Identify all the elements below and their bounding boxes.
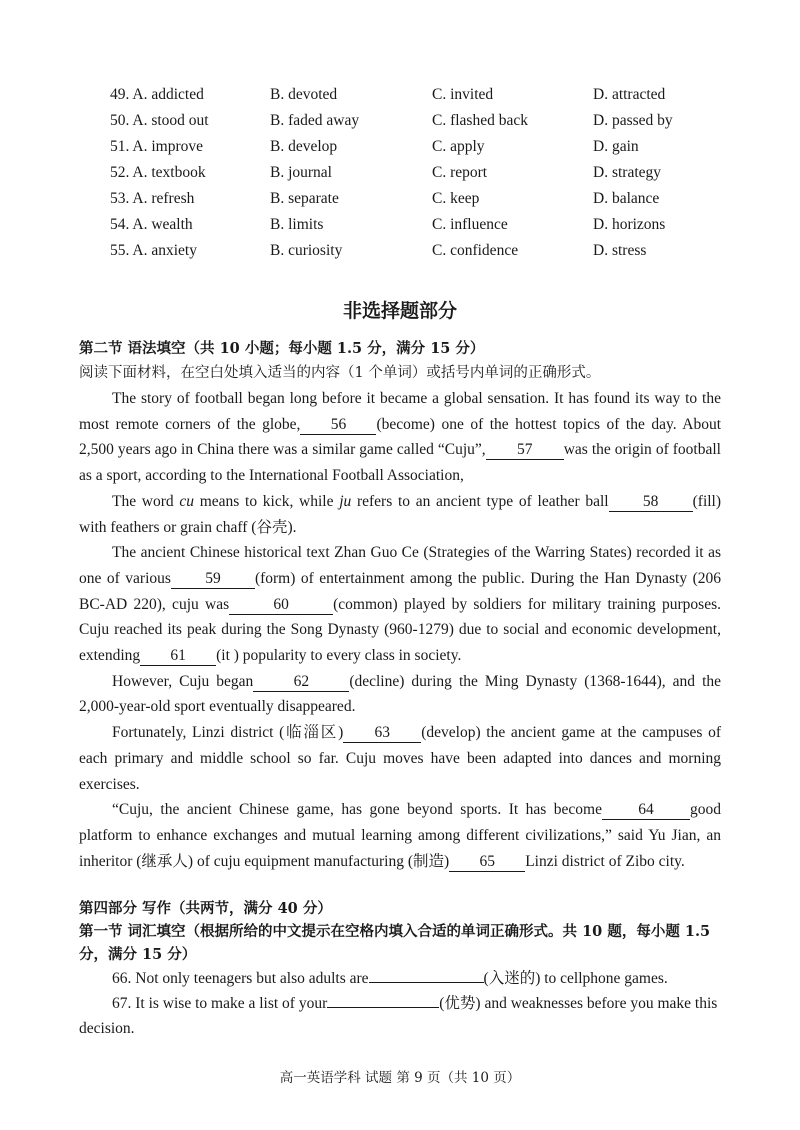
question-text: (优势) and weaknesses before you make this decision. [79,995,718,1037]
option-a: 54. A. wealth [110,216,193,233]
italic-word: ju [339,492,352,510]
passage-paragraph [79,489,721,540]
question-text: (入迷的) to cellphone games. [483,970,668,987]
passage-paragraph [79,797,721,874]
option-d: D. balance [593,190,660,207]
blank-59[interactable]: 59 [171,570,255,589]
passage-text: was the origin of football as a sport, according to the International Football Association, [79,441,721,485]
passage-text: (decline) during the Ming Dynasty (1368-1644), and the 2,000-year-old sport eventually disappeared. [79,672,722,716]
page-footer: 高一英语学科 试题 第 9 页（共 10 页） [279,1070,521,1086]
passage-text: good platform to enhance exchanges and mutual learning among different civilizations,” said Yu Jian, an inheritor (继承人) of cuju equipment manufacturing (制造) [79,801,721,870]
blank-64[interactable]: 64 [602,801,690,820]
passage-text: (it ) popularity to every class in society. [216,647,462,665]
blank-63[interactable]: 63 [343,724,421,743]
option-c: C. report [432,164,488,181]
answer-line-67[interactable] [327,993,439,1008]
answer-line-66[interactable] [369,968,484,983]
blank-57[interactable]: 57 [486,441,564,460]
passage-paragraph [79,669,721,720]
passage-text: (fill) with feathers or grain chaff (谷壳). [79,492,722,536]
option-b: B. journal [270,164,332,181]
passage-text: refers to an ancient type of leather ball [351,492,609,510]
option-a: 55. A. anxiety [110,242,197,259]
blank-56[interactable]: 56 [300,416,376,435]
blank-58[interactable]: 58 [609,493,693,512]
blank-61[interactable]: 61 [140,647,216,666]
blank-65[interactable]: 65 [449,853,525,872]
part4-title: 第四部分 写作（共两节，满分 40 分） [79,900,332,917]
option-d: D. stress [593,242,647,259]
option-a: 52. A. textbook [110,164,206,181]
option-b: B. faded away [270,112,360,129]
option-c: C. apply [432,138,485,155]
section2-instruction: 阅读下面材料，在空白处填入适当的内容（1 个单词）或括号内单词的正确形式。 [79,365,601,381]
passage-paragraph [79,540,721,669]
passage-text: (become) one of the hottest topics of the day. About 2,500 years ago in China there was a similar game called “Cuju”, [79,415,721,459]
option-b: B. limits [270,216,324,233]
question-66 [79,966,729,991]
passage-text: Fortunately, Linzi district (临淄区) [112,724,344,742]
section2-title: 第二节 语法填空（共 10 小题；每小题 1.5 分，满分 15 分） [79,340,485,357]
option-c: C. confidence [432,242,519,259]
passage-text: (develop) the ancient game at the campuses of each primary and middle school so far. Cuju moves have been adapted into dances and morning exercises. [79,724,721,793]
writing-part [79,897,729,1041]
part4-section1-title: 第一节 词汇填空（根据所给的中文提示在空格内填入合适的单词正确形式。共 10 题，每小题 1.5 分，满分 15 分） [79,923,711,963]
passage-text: The story of football began long before it became a global sensation. It has found its way to the most remote corners of the globe, [79,390,721,433]
option-b: B. separate [270,190,339,207]
option-a: 49. A. addicted [110,86,204,103]
passage-text: means to kick, while [194,492,340,510]
question-67 [79,991,729,1041]
passage-text: (common) played by soldiers for military training purposes. Cuju reached its peak during the Song Dynasty (960-1279) due to social and economic development, extending [79,595,722,665]
passage-text: However, Cuju began [112,672,254,690]
passage-text: “Cuju, the ancient Chinese game, has gone beyond sports. It has become [112,801,602,819]
option-b: B. curiosity [270,242,343,259]
passage-text: (form) of entertainment among the public. During the Han Dynasty (206 BC-AD 220), cuju was [79,569,722,613]
question-text: 66. Not only teenagers but also adults are [112,970,369,987]
option-b: B. devoted [270,86,338,103]
passage-paragraph [79,720,721,797]
option-d: D. gain [593,138,639,155]
option-b: B. develop [270,138,338,155]
question-text: 67. It is wise to make a list of your [112,995,328,1012]
non-choice-heading: 非选择题部分 [342,300,457,322]
option-a: 50. A. stood out [110,112,209,129]
option-c: C. invited [432,86,494,103]
grammar-passage [79,386,721,874]
option-a: 51. A. improve [110,138,203,155]
italic-word: cu [179,492,195,510]
passage-paragraph [79,386,721,489]
passage-text: The ancient Chinese historical text Zhan Guo Ce (Strategies of the Warring States) recorded it as one of various [79,544,721,587]
option-c: C. influence [432,216,508,233]
blank-62[interactable]: 62 [253,673,349,692]
option-a: 53. A. refresh [110,190,195,207]
option-d: D. attracted [593,86,666,103]
blank-60[interactable]: 60 [229,596,333,615]
option-d: D. passed by [593,112,673,129]
option-c: C. flashed back [432,112,528,129]
option-d: D. strategy [593,164,662,181]
option-d: D. horizons [593,216,666,233]
option-c: C. keep [432,190,480,207]
passage-text: Linzi district of Zibo city. [525,852,685,870]
passage-text: The word [112,492,180,510]
